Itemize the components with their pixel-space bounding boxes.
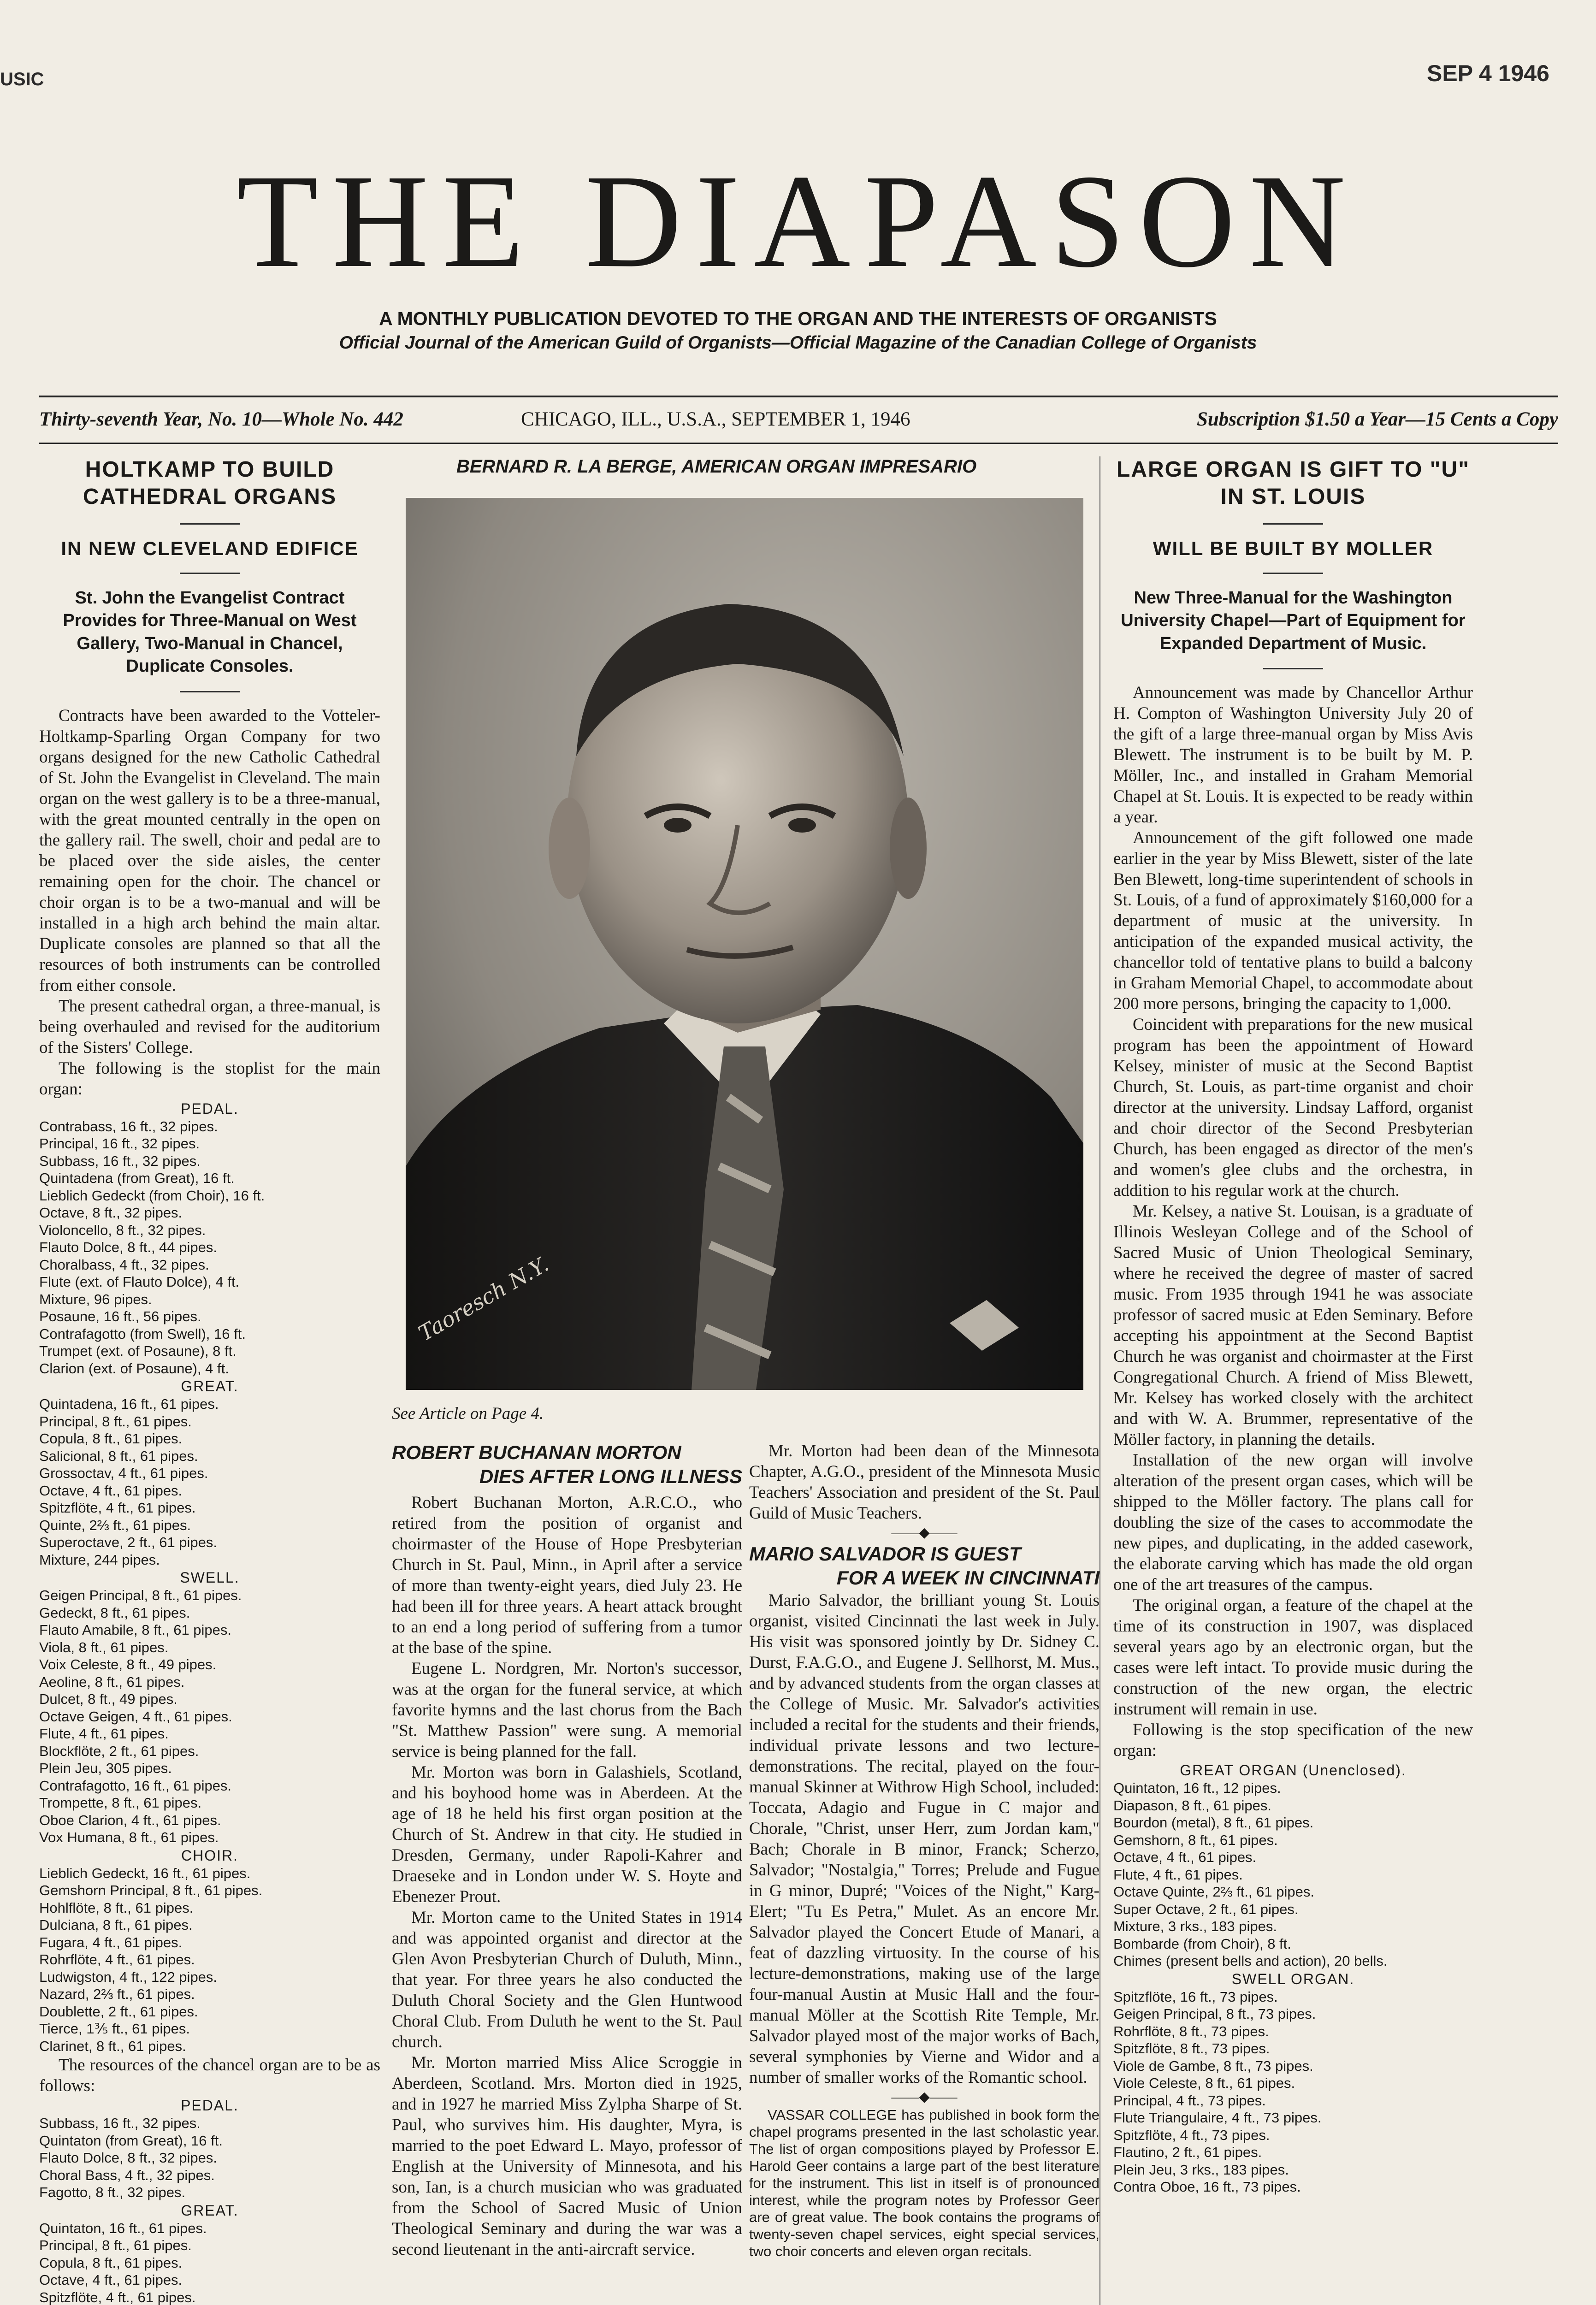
stop-item: Quintaton, 16 ft., 12 pipes. <box>1113 1780 1281 1797</box>
stoplist-chancel-pedal <box>39 2115 380 2201</box>
stop-item: Principal, 4 ft., 73 pipes. <box>1113 2092 1266 2109</box>
stop-item: Copula, 8 ft., 61 pipes. <box>39 1430 183 1447</box>
section-title: SWELL. <box>180 1569 240 1586</box>
stop-item: Rohrflöte, 8 ft., 73 pipes. <box>1113 2023 1269 2039</box>
stop-item: Quinte, 2⅔ ft., 61 pipes. <box>39 1517 191 1533</box>
middle-right-column <box>749 1441 1099 2260</box>
stop-item: Flautino, 2 ft., 61 pipes. <box>1113 2144 1262 2161</box>
stop-item: Super Octave, 2 ft., 61 pipes. <box>1113 1901 1299 1917</box>
paragraph: Following is the stop specification of the new organ: <box>1113 1720 1473 1761</box>
stop-item: Nazard, 2⅔ ft., 61 pipes. <box>39 1986 195 2003</box>
stop-item: Principal, 8 ft., 61 pipes. <box>39 2237 192 2254</box>
stop-item: Gedeckt, 8 ft., 61 pipes. <box>39 1604 190 1621</box>
stop-item: Choral Bass, 4 ft., 32 pipes. <box>39 2167 215 2183</box>
stop-item: Octave Geigen, 4 ft., 61 pipes. <box>39 1708 232 1725</box>
photo-kicker: BERNARD R. LA BERGE, AMERICAN ORGAN IMPRESARIO <box>456 456 977 477</box>
vassar-text: has published in book form the chapel programs presented in the last scholastic year. The list of organ compositions played by Professor E. Harold Geer contains a large part of the best literature for the instrument. This list in itself is of pronounced interest, while the program notes by Professor Geer are of great value. The book contains the programs of twenty-seven chapel services, eight special services, two choir concerts and eleven organ recitals. <box>749 2107 1100 2259</box>
place-date: CHICAGO, ILL., U.S.A., SEPTEMBER 1, 1946 <box>521 408 910 430</box>
photo-caption: See Article on Page 4. <box>392 1404 544 1423</box>
stop-item: Voix Celeste, 8 ft., 49 pipes. <box>39 1656 217 1673</box>
stoplist-main-choir <box>39 1865 380 2055</box>
stop-item: Subbass, 16 ft., 32 pipes. <box>39 1152 201 1169</box>
masthead-subtitle: A MONTHLY PUBLICATION DEVOTED TO THE ORGAN AND THE INTERESTS OF ORGANISTS <box>379 308 1217 329</box>
divider <box>1263 573 1323 574</box>
paragraph: The resources of the chancel organ are to be as follows: <box>39 2056 380 2096</box>
library-stamp: USIC <box>0 69 44 89</box>
stop-item: Dulcet, 8 ft., 49 pipes. <box>39 1691 177 1708</box>
stop-item: Quintaton, 16 ft., 61 pipes. <box>39 2220 207 2236</box>
stop-item: Principal, 8 ft., 61 pipes. <box>39 1413 192 1430</box>
stop-item: Geigen Principal, 8 ft., 61 pipes. <box>39 1587 242 1604</box>
divider <box>1263 523 1323 525</box>
section-title: PEDAL. <box>181 2097 239 2114</box>
stop-item: Clarinet, 8 ft., 61 pipes. <box>39 2038 186 2054</box>
stop-item: Gemshorn Principal, 8 ft., 61 pipes. <box>39 1882 263 1899</box>
paragraph: Eugene L. Nordgren, Mr. Norton's successor, was at the organ for the funeral service, at which favorite hymns and the last chorus from the Bach "St. Matthew Passion" were sung. A memorial service is being planned for the fall. <box>392 1659 742 1761</box>
stoplist-moller-great <box>1113 1779 1473 1970</box>
stop-item: Spitzflöte, 4 ft., 61 pipes. <box>39 2289 196 2305</box>
ornament-divider: ——◆—— <box>891 2089 958 2104</box>
paragraph: Announcement was made by Chancellor Arthur H. Compton of Washington University July 20 of the gift of a large three-manual organ by Miss Avis Blewett. The instrument is to be built by M. P. Möller, Inc., and installed in Graham Memorial Chapel at St. Louis. It is expected to be ready within a year. <box>1113 683 1473 827</box>
stop-item: Salicional, 8 ft., 61 pipes. <box>39 1448 198 1464</box>
stop-item: Flauto Amabile, 8 ft., 61 pipes. <box>39 1622 232 1638</box>
morton-headline-2: DIES AFTER LONG ILLNESS <box>479 1466 742 1487</box>
stop-item: Violoncello, 8 ft., 32 pipes. <box>39 1222 206 1238</box>
stop-item: Superoctave, 2 ft., 61 pipes. <box>39 1534 218 1551</box>
stop-item: Spitzflöte, 4 ft., 73 pipes. <box>1113 2127 1270 2143</box>
paragraph: The following is the stoplist for the main organ: <box>39 1058 380 1099</box>
portrait-photo <box>406 498 1083 1390</box>
holtkamp-chancel-intro <box>39 2055 380 2096</box>
stop-item: Posaune, 16 ft., 56 pipes. <box>39 1308 201 1325</box>
stop-item: Dulciana, 8 ft., 61 pipes. <box>39 1917 193 1933</box>
paragraph: Mr. Kelsey, a native St. Louisan, is a graduate of Illinois Wesleyan College and of the School of Sacred Music of Union Theological Seminary, where he received the degree of master of sacred music. From 1935 through 1941 he was associate professor of sacred music at Eden Seminary. Before accepting his appointment at the Second Baptist Church he was organist and choirmaster at the First Congregational Church. A friend of Miss Blewett, Mr. Kelsey has worked closely with the architect and with W. A. Brummer, representative of the Möller factory, in planning the details. <box>1113 1202 1473 1449</box>
stop-item: Rohrflöte, 4 ft., 61 pipes. <box>39 1951 195 1968</box>
stop-item: Bourdon (metal), 8 ft., 61 pipes. <box>1113 1814 1314 1831</box>
paragraph: Mr. Morton married Miss Alice Scroggie in Aberdeen, Scotland. Mrs. Morton died in 1925, and in 1927 he married Miss Zylpha Sharpe of St. Paul, who survives him. His daughter, Myra, is married to the poet Edward L. Mayo, professor of English at the University of Minnesota, and his son, Ian, is a church musician who was graduated from the School of Sacred Music of Union Theological Seminary and during the war was a second lieutenant in the anti-aircraft service. <box>392 2053 742 2259</box>
morton-headline-1: ROBERT BUCHANAN MORTON <box>392 1442 681 1463</box>
stop-item: Plein Jeu, 305 pipes. <box>39 1760 172 1777</box>
dateline-rule <box>39 443 1558 444</box>
stop-item: Ludwigston, 4 ft., 122 pipes. <box>39 1968 218 1985</box>
holtkamp-article <box>39 456 380 2305</box>
stop-item: Viole de Gambe, 8 ft., 73 pipes. <box>1113 2057 1313 2074</box>
stop-item: Choralbass, 4 ft., 32 pipes. <box>39 1256 209 1273</box>
stop-item: Hohlflöte, 8 ft., 61 pipes. <box>39 1899 194 1916</box>
moller-article <box>1113 456 1473 2196</box>
stop-item: Octave Quinte, 2⅔ ft., 61 pipes. <box>1113 1884 1314 1900</box>
holtkamp-subhead: IN NEW CLEVELAND EDIFICE <box>61 538 359 560</box>
salvador-headline-2: FOR A WEEK IN CINCINNATI <box>836 1567 1099 1589</box>
salvador-headline-1: MARIO SALVADOR IS GUEST <box>749 1543 1021 1565</box>
moller-body <box>1113 682 1473 1761</box>
stop-item: Quintadena, 16 ft., 61 pipes. <box>39 1396 219 1413</box>
dateline <box>39 408 1558 436</box>
stop-item: Flauto Dolce, 8 ft., 44 pipes. <box>39 1239 217 1256</box>
paragraph: Announcement of the gift followed one made earlier in the year by Miss Blewett, sister of the late Ben Blewett, long-time superintendent of schools in St. Louis, of a fund of approximately $160,000 for a department of music at the university. In anticipation of the expanded musical activity, the chancellor told of tentative plans to build a balcony in Graham Memorial Chapel, to accommodate about 200 more persons, bringing the capacity to 1,000. <box>1113 828 1473 1014</box>
stop-item: Gemshorn, 8 ft., 61 pipes. <box>1113 1832 1278 1848</box>
stoplist-moller-swell <box>1113 1988 1473 2196</box>
morton-article <box>392 1441 742 2260</box>
stop-item: Flute, 4 ft., 61 pipes. <box>39 1726 169 1742</box>
section-title: CHOIR. <box>181 1847 238 1864</box>
stop-item: Tierce, 1⅗ ft., 61 pipes. <box>39 2021 190 2037</box>
paragraph: Coincident with preparations for the new musical program has been the appointment of Howard Kelsey, minister of music at the Second Baptist Church, St. Louis, as part-time organist and choir director at the university. Lindsay Lafford, organist and choir director of the Second Presbyterian Church, has been engaged as director of the men's and women's glee clubs and the orchestra, in addition to his regular work at the church. <box>1113 1015 1473 1200</box>
section-title: PEDAL. <box>181 1100 239 1117</box>
morton-body-continued <box>749 1441 1099 1524</box>
stoplist-main-swell <box>39 1587 380 1846</box>
column-rule <box>1099 456 1100 2305</box>
stop-item: Lieblich Gedeckt (from Choir), 16 ft. <box>39 1187 265 1204</box>
stoplist-chancel-great <box>39 2220 380 2305</box>
stoplist-main-great <box>39 1395 380 1568</box>
morton-body <box>392 1492 742 2260</box>
paragraph: Mr. Morton had been dean of the Minnesota Chapter, A.G.O., president of the Minnesota Music Teachers' Association and president of the St. Paul Guild of Music Teachers. <box>749 1442 1099 1523</box>
stop-item: Aeoline, 8 ft., 61 pipes. <box>39 1673 185 1690</box>
paragraph: Mario Salvador, the brilliant young St. Louis organist, visited Cincinnati the last week in July. His visit was sponsored jointly by Dr. Sidney C. Durst, F.A.G.O., and Eugene J. Sellhorst, M. Mus., and by advanced students from the organ classes at the College of Music. Mr. Salvador's activities included a recital for the students and their friends, individual private lessons and two lecture-demonstrations. The recital, played on the four-manual Skinner at Withrow High School, included: Toccata, Adagio and Fugue in C major and Chorale, "Christ, unser Herr, zum Jordan kam," Bach; Chorale in B minor, Franck; Scherzo, Salvador; "Nostalgia," Torres; Prelude and Fugue in G minor, Dupré; "Voices of the Night," Karg-Elert; "Tu Es Petra," Mulet. As an encore Mr. Salvador played the Concert Etude of Manari, a feat of dazzling virtuosity. In the course of his lecture-demonstrations, making use of the large four-manual Austin at Music Hall and the four-manual Möller at the Scottish Rite Temple, Mr. Salvador played most of the major works of Bach, several symphonies by Vierne and Widor and a number of smaller works of the Romantic school. <box>749 1591 1099 2087</box>
stop-item: Trumpet (ext. of Posaune), 8 ft. <box>39 1343 236 1359</box>
ornament-divider: ——◆—— <box>891 1525 958 1540</box>
moller-headline: LARGE ORGAN IS GIFT TO "U" IN ST. LOUIS <box>1117 457 1470 509</box>
stop-item: Spitzflöte, 8 ft., 73 pipes. <box>1113 2040 1270 2057</box>
stop-item: Bombarde (from Choir), 8 ft. <box>1113 1935 1291 1952</box>
stop-item: Spitzflöte, 4 ft., 61 pipes. <box>39 1500 196 1516</box>
stop-item: Fugara, 4 ft., 61 pipes. <box>39 1934 183 1950</box>
stop-item: Plein Jeu, 3 rks., 183 pipes. <box>1113 2161 1289 2178</box>
stop-item: Grossoctav, 4 ft., 61 pipes. <box>39 1465 208 1482</box>
moller-subhead: WILL BE BUILT BY MOLLER <box>1153 538 1434 560</box>
stop-item: Mixture, 96 pipes. <box>39 1291 152 1307</box>
stoplist-main-pedal <box>39 1118 380 1377</box>
stop-item: Flute, 4 ft., 61 pipes. <box>1113 1866 1243 1883</box>
masthead-official-line: Official Journal of the American Guild of Organists—Official Magazine of the Canadian College of Organists <box>339 333 1257 353</box>
stop-item: Mixture, 244 pipes. <box>39 1551 160 1568</box>
stop-item: Chimes (present bells and action), 20 bells. <box>1113 1953 1388 1969</box>
vassar-lead: VASSAR COLLEGE <box>768 2107 897 2123</box>
subscription-price: Subscription $1.50 a Year—15 Cents a Copy <box>1196 408 1558 430</box>
divider <box>180 523 240 525</box>
received-date-stamp: SEP 4 1946 <box>1427 60 1549 86</box>
stop-item: Viole Celeste, 8 ft., 61 pipes. <box>1113 2075 1295 2092</box>
portrait-image <box>406 498 1083 1390</box>
paragraph: Contracts have been awarded to the Votteler-Holtkamp-Sparling Organ Company for two organs designed for the new Catholic Cathedral of St. John the Evangelist in Cleveland. The main organ on the west gallery is to be a three-manual, with the great mounted centrally in the open on the gallery rail. The swell, choir and pedal are to be placed over the side aisles, the center remaining open for the choir. The chancel or choir organ is to be a two-manual and will be installed in a high arch behind the main altar. Duplicate consoles are planned so that all the resources of both instruments can be controlled from either console. <box>39 706 380 995</box>
stop-item: Flauto Dolce, 8 ft., 32 pipes. <box>39 2150 217 2166</box>
stop-item: Contra Oboe, 16 ft., 73 pipes. <box>1113 2179 1301 2195</box>
stop-item: Contrafagotto (from Swell), 16 ft. <box>39 1325 246 1342</box>
salvador-body <box>749 1590 1099 2088</box>
stop-item: Mixture, 3 rks., 183 pipes. <box>1113 1918 1277 1935</box>
stop-item: Copula, 8 ft., 61 pipes. <box>39 2254 183 2271</box>
divider <box>180 691 240 692</box>
vassar-notice <box>749 2106 1099 2260</box>
section-title: GREAT ORGAN (Unenclosed). <box>1180 1762 1407 1779</box>
stop-item: Blockflöte, 2 ft., 61 pipes. <box>39 1743 199 1759</box>
stop-item: Doublette, 2 ft., 61 pipes. <box>39 2003 198 2020</box>
stop-item: Quintaton (from Great), 16 ft. <box>39 2132 223 2149</box>
stop-item: Octave, 4 ft., 61 pipes. <box>1113 1849 1257 1866</box>
stop-item: Subbass, 16 ft., 32 pipes. <box>39 2115 201 2132</box>
stop-item: Octave, 4 ft., 61 pipes. <box>39 2272 183 2288</box>
stop-item: Clarion (ext. of Posaune), 4 ft. <box>39 1360 229 1377</box>
paragraph: Mr. Morton was born in Galashiels, Scotland, and his boyhood home was in Aberdeen. At the age of 18 he held his first organ position at the Church of St. Andrew in that city. He studied in Dresden, Germany, under Rapoli-Kahrer and Draeseke and in London under W. S. Hoyte and Ebenezer Prout. <box>392 1763 742 1906</box>
stop-item: Flute (ext. of Flauto Dolce), 4 ft. <box>39 1274 240 1290</box>
holtkamp-body <box>39 705 380 1099</box>
stop-item: Quintadena (from Great), 16 ft. <box>39 1170 235 1187</box>
stop-item: Oboe Clarion, 4 ft., 61 pipes. <box>39 1812 221 1828</box>
stop-item: Octave, 4 ft., 61 pipes. <box>39 1482 183 1499</box>
stop-item: Contrafagotto, 16 ft., 61 pipes. <box>39 1777 232 1794</box>
stop-item: Octave, 8 ft., 32 pipes. <box>39 1205 183 1221</box>
section-title: SWELL ORGAN. <box>1231 1970 1355 1987</box>
section-title: GREAT. <box>181 1378 239 1395</box>
stop-item: Geigen Principal, 8 ft., 73 pipes. <box>1113 2006 1316 2022</box>
photographer-signature: Taoresch N.Y. <box>414 1251 553 1346</box>
section-title: GREAT. <box>181 2202 239 2219</box>
stop-item: Viola, 8 ft., 61 pipes. <box>39 1639 169 1655</box>
divider <box>180 573 240 574</box>
holtkamp-deck: St. John the Evangelist Contract Provides for Three-Manual on West Gallery, Two-Manual in Chancel, Duplicate Consoles. <box>63 588 357 676</box>
paragraph: Installation of the new organ will involve alteration of the present organ cases, which will be shipped to the Möller factory. The plans call for doubling the size of the cases to accommodate the new pipes, and duplicating, in the added casework, the elaborate carving which has made the old organ one of the art treasures of the campus. <box>1113 1451 1473 1595</box>
stop-item: Principal, 16 ft., 32 pipes. <box>39 1135 200 1152</box>
holtkamp-headline: HOLTKAMP TO BUILD CATHEDRAL ORGANS <box>83 457 337 509</box>
top-rule <box>39 396 1558 397</box>
stop-item: Diapason, 8 ft., 61 pipes. <box>1113 1797 1271 1814</box>
stop-item: Flute Triangulaire, 4 ft., 73 pipes. <box>1113 2110 1322 2126</box>
moller-deck: New Three-Manual for the Washington University Chapel—Part of Equipment for Expanded Department of Music. <box>1121 588 1466 653</box>
issue-number: Thirty-seventh Year, No. 10—Whole No. 442 <box>39 408 403 430</box>
paragraph: The original organ, a feature of the chapel at the time of its construction in 1907, was displaced several years ago by an electronic organ, but the cases were left intact. To provide music during the construction of the new organ, the electric instrument will remain in use. <box>1113 1596 1473 1719</box>
stop-item: Fagotto, 8 ft., 32 pipes. <box>39 2184 186 2201</box>
stop-item: Vox Humana, 8 ft., 61 pipes. <box>39 1829 219 1846</box>
stop-item: Trompette, 8 ft., 61 pipes. <box>39 1795 202 1811</box>
stop-item: Lieblich Gedeckt, 16 ft., 61 pipes. <box>39 1865 251 1881</box>
paragraph: Robert Buchanan Morton, A.R.C.O., who retired from the position of organist and choirmaster of the House of Hope Presbyterian Church in St. Paul, Minn., in April after a service of more than twenty-eight years, died July 23. He had been ill for three years. A heart attack brought to an end a long period of suffering from a tumor at the base of the spine. <box>392 1493 742 1657</box>
paragraph: Mr. Morton came to the United States in 1914 and was appointed organist and director at the Glen Avon Presbyterian Church of Duluth, Minn., that year. For three years he also conducted the Duluth Choral Society and the Glen Huntwood Choral Club. From Duluth he went to the St. Paul church. <box>392 1908 742 2051</box>
stop-item: Contrabass, 16 ft., 32 pipes. <box>39 1118 218 1135</box>
divider <box>1263 668 1323 669</box>
stop-item: Spitzflöte, 16 ft., 73 pipes. <box>1113 1988 1278 2005</box>
paragraph: The present cathedral organ, a three-manual, is being overhauled and revised for the auditorium of the Sisters' College. <box>39 996 380 1057</box>
masthead-title: THE DIAPASON <box>236 147 1360 295</box>
